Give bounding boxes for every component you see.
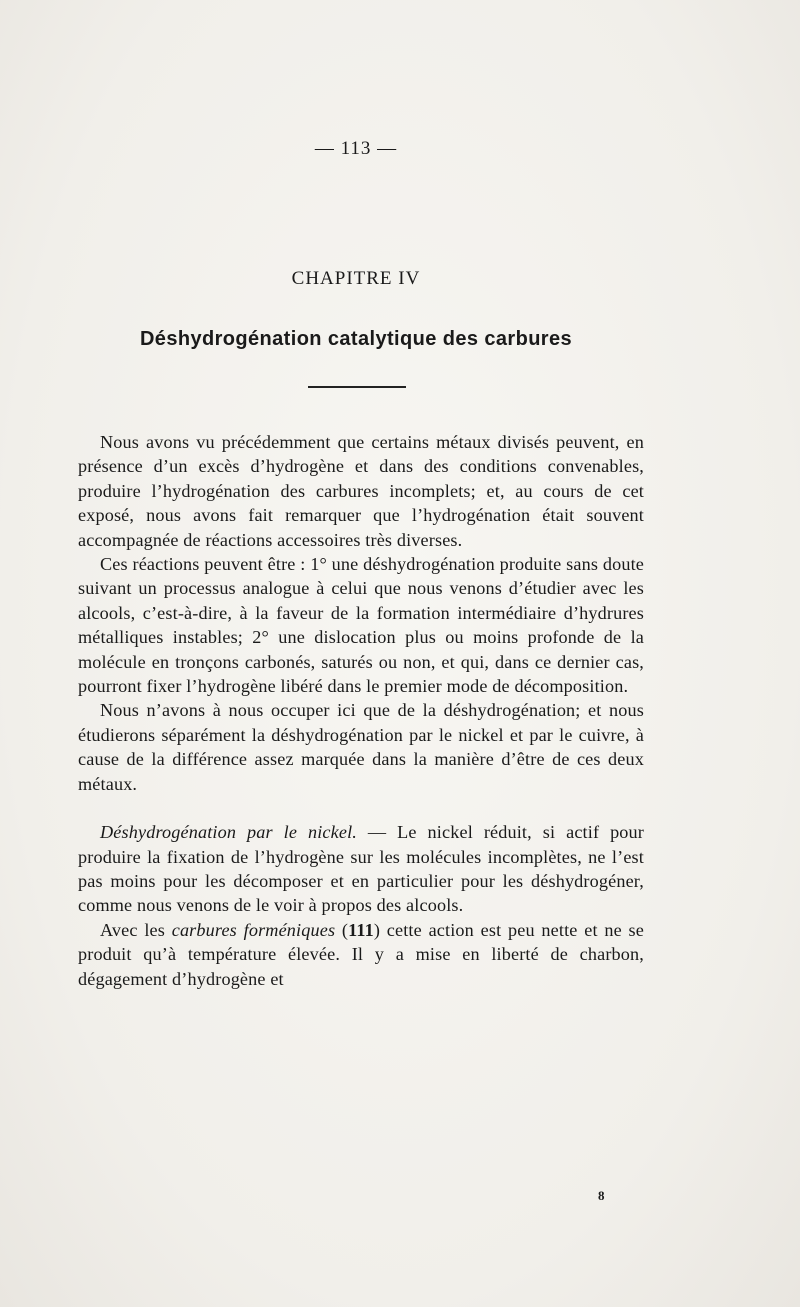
paren-open: ( bbox=[335, 919, 349, 940]
section-divider bbox=[308, 386, 406, 388]
paragraph-formeniques-start: Avec les bbox=[100, 919, 172, 940]
body-text bbox=[78, 430, 644, 991]
paragraph-scope: Nous n’avons à nous occuper ici que de la déshydrogénation; et nous étudierons séparément la déshydrogénation par le nickel et par le cuivre, à cause de la différence assez marquée dans la manière d’être de ces deux métaux. bbox=[78, 700, 644, 794]
signature-mark: 8 bbox=[598, 1188, 605, 1203]
section-title: Déshydrogénation catalytique des carbures bbox=[139, 328, 573, 350]
paragraph-reactions: Ces réactions peuvent être : 1° une déshydrogénation produite sans doute suivant un processus analogue à celui que nous venons d’étudier avec les alcools, c’est-à-dire, à la faveur de la formation intermédiaire d’hydrures métalliques instables; 2° une dislocation plus ou moins profonde de la molécule en tronçons carbonés, saturés ou non, et qui, dans ce dernier cas, pourront fixer l’hydrogène libéré dans le premier mode de décomposition. bbox=[78, 554, 644, 697]
subsection-heading-nickel: Déshydrogénation par le nickel. bbox=[100, 822, 357, 843]
cross-reference: 111 bbox=[348, 919, 374, 940]
paragraph-formeniques-rest: ) cette action est peu nette et ne se produit qu’à température élevée. Il y a mise en liberté de charbon, dégagement d’hydrogène et bbox=[78, 919, 645, 989]
chapter-title: CHAPITRE IV bbox=[291, 268, 421, 289]
paragraph-formeniques bbox=[78, 918, 644, 991]
page-number-header: — 113 — bbox=[314, 138, 398, 159]
term-carbures-formeniques: carbures forméniques bbox=[171, 919, 336, 940]
paragraph-nickel bbox=[78, 820, 644, 918]
paragraph-intro: Nous avons vu précédemment que certains métaux divisés peuvent, en présence d’un excès d’hydrogène et dans des conditions convenables, produire l’hydrogénation des carbures incomplets; et, au cours de cet exposé, nous avons fait remarquer que l’hydrogénation était souvent accompagnée de réactions accessoires très diverses. bbox=[78, 432, 644, 550]
paragraph-nickel-text: — Le nickel réduit, si actif pour produire la fixation de l’hydrogène sur les molécules incomplètes, ne l’est pas moins pour les décomposer et en particulier pour les déshydrogéner, comme nous venons de le voir à propos des alcools. bbox=[78, 822, 645, 916]
